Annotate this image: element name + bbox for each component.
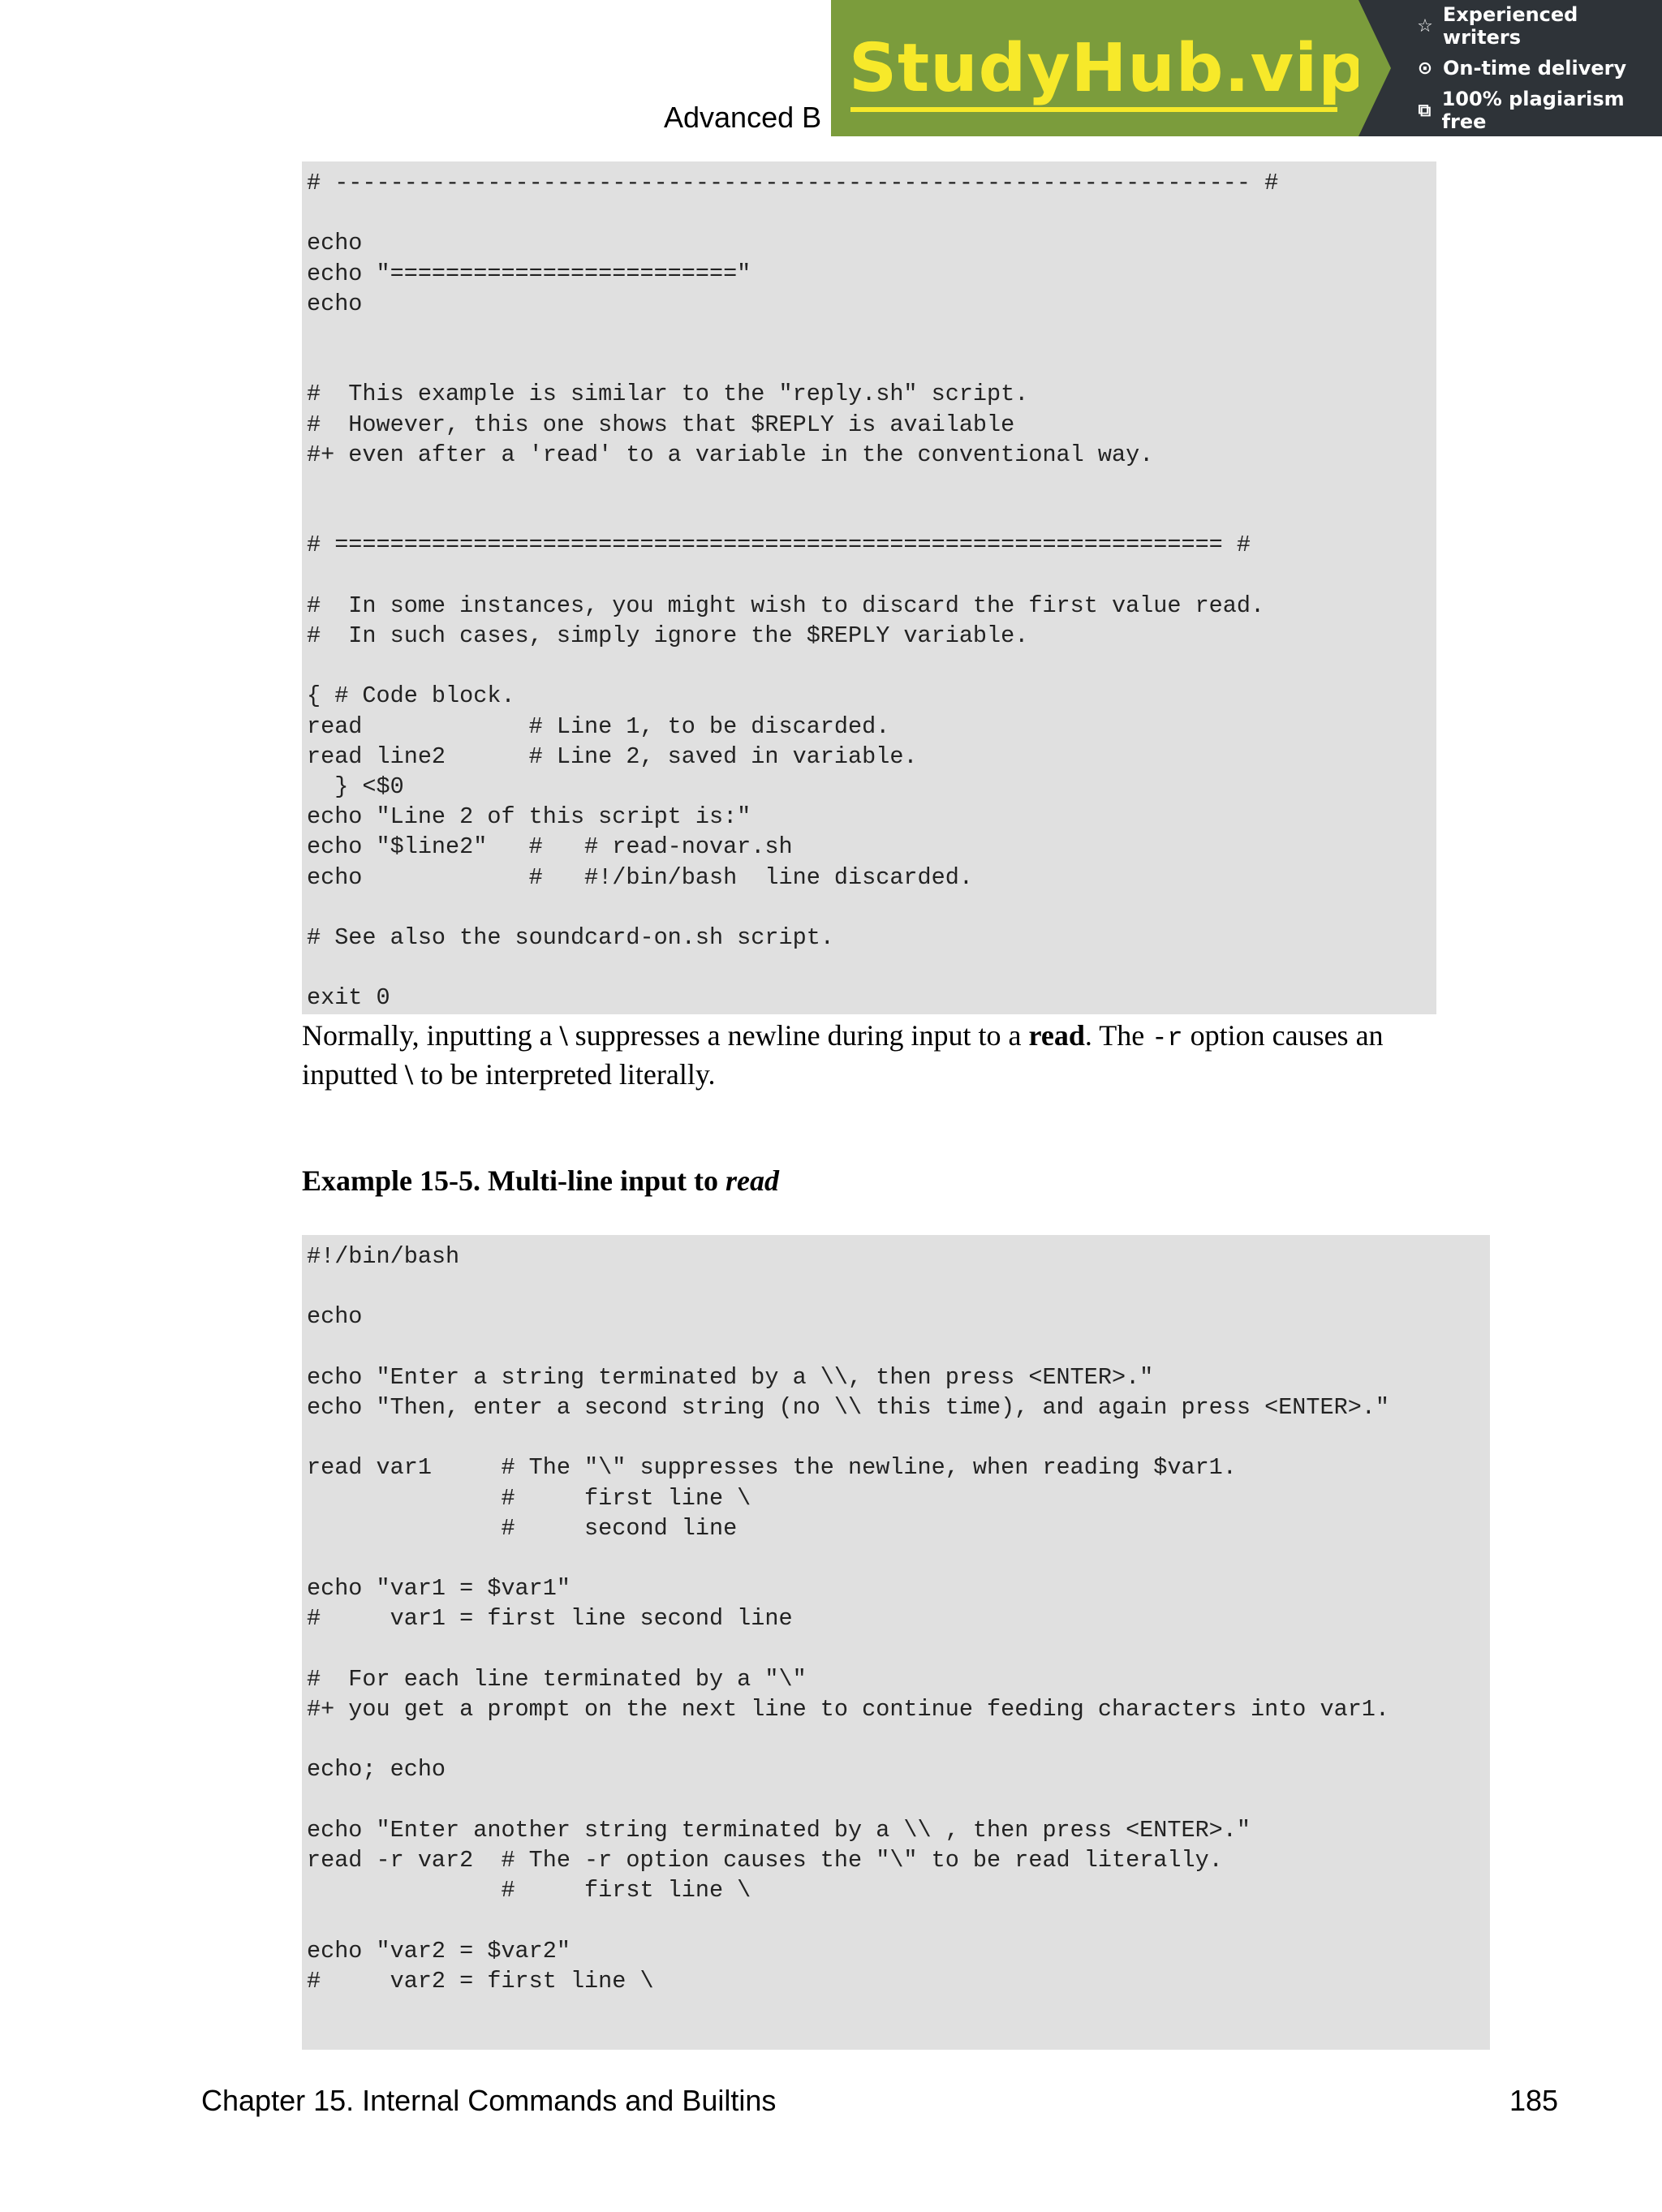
clock-icon: ⊙ bbox=[1417, 58, 1433, 79]
copy-icon: ⧉ bbox=[1418, 100, 1432, 121]
option-code: -r bbox=[1152, 1023, 1183, 1053]
feature-experienced-writers bbox=[1415, 3, 1662, 49]
para-text: Normally, inputting a bbox=[302, 1019, 560, 1052]
star-icon: ☆ bbox=[1417, 15, 1433, 37]
feature-plagiarism-free bbox=[1415, 88, 1662, 133]
para-text: . The bbox=[1084, 1019, 1152, 1052]
banner-logo-area bbox=[831, 0, 1367, 136]
backslash-char: \ bbox=[559, 1019, 568, 1052]
feature-label: Experienced writers bbox=[1442, 3, 1578, 49]
code-listing: #!/bin/bash echo echo "Enter a string terminated by a \\, then press <ENTER>." echo "Then, enter a second string (no \\ this time), and again press <ENTER>." read var1 # The "\" suppresses the newline, when reading $var1. # first line \ # second line echo "var1 = $var1" # var1 = first line second line # For each line terminated by a "\" #+ you get a prompt on the next line to continue feeding characters into var1. echo; echo echo "Enter another string terminated by a \\ , then press <ENTER>." read -r var2 # The -r option causes the "\" to be read literally. # first line \ echo "var2 = $var2" # var2 = first line \ bbox=[307, 1243, 1390, 1995]
brand-underline bbox=[850, 107, 1337, 112]
page-number: 185 bbox=[1509, 2084, 1559, 2117]
feature-label: On-time delivery bbox=[1443, 57, 1627, 80]
feature-on-time-delivery bbox=[1415, 57, 1662, 80]
code-block-multiline-read bbox=[302, 1235, 1490, 2050]
backslash-char: \ bbox=[404, 1058, 413, 1091]
footer-chapter: Chapter 15. Internal Commands and Builtins bbox=[201, 2084, 777, 2117]
read-keyword: read bbox=[1028, 1019, 1085, 1052]
paragraph-read-r-option bbox=[302, 1018, 1479, 1093]
code-listing: # ------------------------------------------------------------------ # echo echo "=========================" echo # This example is similar to the "reply.sh" script. # However, this one shows that $REPLY is available #+ even after a 'read' to a variable in the conventional way. # ================================================================ # # In some instances, you might wish to discard the first value read. # In such cases, simply ignore the $REPLY variable. { # Code block. read # Line 1, to be discarded. read line2 # Line 2, saved in variable. } <$0 echo "Line 2 of this script is:" echo "$line2" # # read-novar.sh echo # #!/bin/bash line discarded. # See also the soundcard-on.sh script. exit 0 bbox=[307, 170, 1279, 1012]
example-title bbox=[302, 1164, 779, 1198]
code-block-read-novar bbox=[302, 161, 1436, 1014]
para-text: suppresses a newline during input to a bbox=[567, 1019, 1029, 1052]
running-header: Advanced B bbox=[664, 101, 822, 134]
example-title-emphasis: read bbox=[726, 1164, 780, 1197]
brand-logo: StudyHub.vip bbox=[849, 29, 1367, 107]
banner-features bbox=[1358, 0, 1662, 136]
para-text: option causes an inputted bbox=[302, 1019, 1384, 1091]
example-title-text: Example 15-5. Multi-line input to bbox=[302, 1164, 726, 1197]
para-text: to be interpreted literally. bbox=[413, 1058, 716, 1091]
feature-label: 100% plagiarism free bbox=[1441, 88, 1625, 133]
studyhub-banner[interactable] bbox=[831, 0, 1662, 136]
